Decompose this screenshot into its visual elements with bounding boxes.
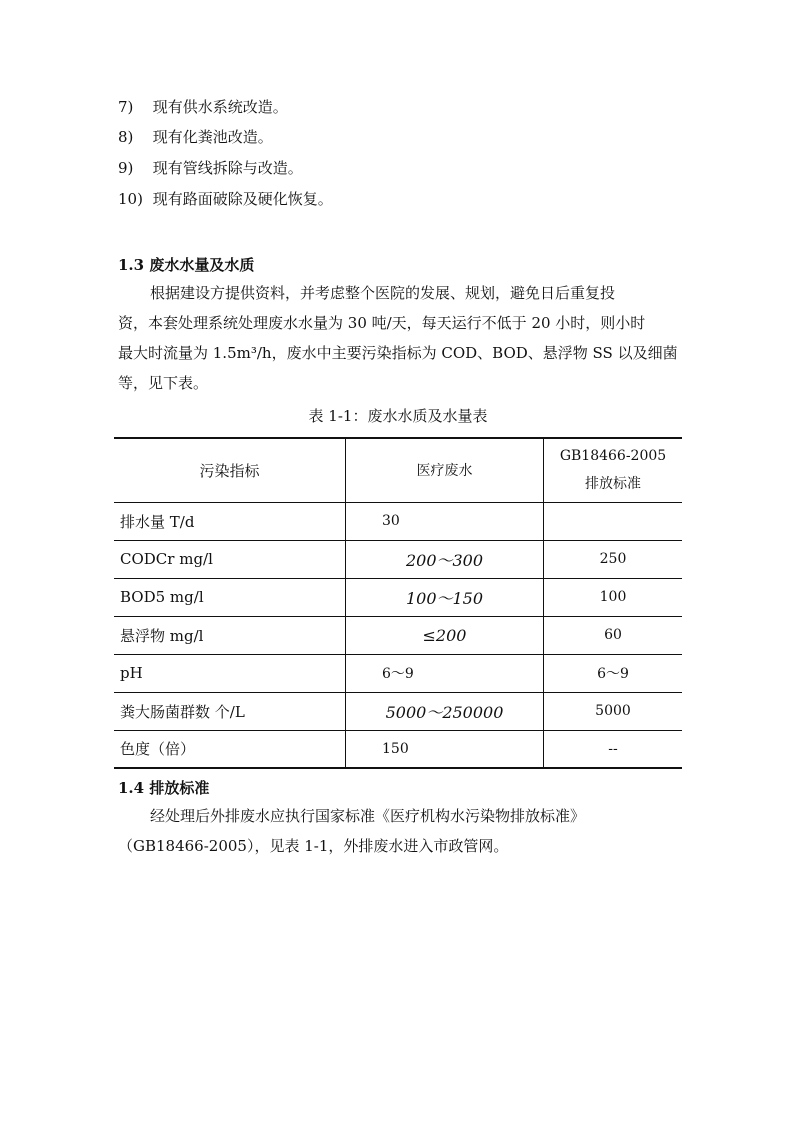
- paragraph-line: 最大时流量为 1.5m³/h，废水中主要污染指标为 COD、BOD、悬浮物 SS 以及细菌: [118, 344, 678, 362]
- section-paragraph: [118, 801, 684, 861]
- water-quality-table: [114, 437, 682, 769]
- section-paragraph: [118, 278, 684, 398]
- cell-indicator: CODCr mg/l: [114, 540, 346, 578]
- list-item-number: 10): [118, 190, 143, 208]
- paragraph-line: 根据建设方提供资料，并考虑整个医院的发展、规划，避免日后重复投: [150, 284, 616, 302]
- list-item-text: 现有供水系统改造。: [152, 98, 288, 116]
- cell-indicator: 色度（倍）: [114, 730, 346, 768]
- paragraph-line: 等，见下表。: [118, 374, 209, 392]
- table-row: [114, 692, 682, 730]
- cell-standard: [544, 502, 683, 540]
- list-item-text: 现有管线拆除与改造。: [152, 159, 303, 177]
- cell-medical: 200～300: [346, 540, 544, 578]
- cell-medical: 100～150: [346, 578, 544, 616]
- header-medical-wastewater: 医疗废水: [346, 438, 544, 502]
- paragraph-line: （GB18466-2005），见表 1-1，外排废水进入市政管网。: [118, 837, 509, 855]
- header-standard-code: GB18466-2005: [559, 448, 667, 465]
- list-item-number: 7): [118, 98, 134, 116]
- cell-medical: ≤200: [346, 616, 544, 654]
- cell-indicator: BOD5 mg/l: [114, 578, 346, 616]
- header-indicator: 污染指标: [114, 438, 346, 502]
- cell-standard: 250: [544, 540, 683, 578]
- cell-standard: 6～9: [544, 654, 683, 692]
- list-item: [118, 189, 333, 209]
- list-item-number: 8): [118, 128, 134, 146]
- cell-medical: 5000～250000: [346, 692, 544, 730]
- cell-standard: --: [544, 730, 683, 768]
- cell-standard: 100: [544, 578, 683, 616]
- table-header-row: [114, 438, 682, 502]
- cell-indicator: pH: [114, 654, 346, 692]
- cell-medical: 30: [346, 502, 544, 540]
- table-row: [114, 578, 682, 616]
- paragraph-line: 经处理后外排废水应执行国家标准《医疗机构水污染物排放标准》: [150, 807, 586, 825]
- table-row: [114, 540, 682, 578]
- section-heading: 1.4 排放标准: [118, 779, 210, 797]
- table-row: [114, 654, 682, 692]
- paragraph-line: 资，本套处理系统处理废水水量为 30 吨/天，每天运行不低于 20 小时，则小时: [118, 314, 646, 332]
- table-row: [114, 502, 682, 540]
- list-item-text: 现有路面破除及硬化恢复。: [152, 190, 333, 208]
- list-item: [118, 97, 288, 117]
- cell-medical: 6～9: [346, 654, 544, 692]
- list-item-number: 9): [118, 159, 134, 177]
- header-standard-label: 排放标准: [585, 476, 641, 493]
- table-row: [114, 616, 682, 654]
- table-caption: 表 1-1：废水水质及水量表: [308, 407, 488, 425]
- cell-indicator: 粪大肠菌群数 个/L: [114, 692, 346, 730]
- cell-medical: 150: [346, 730, 544, 768]
- cell-standard: 60: [544, 616, 683, 654]
- cell-indicator: 悬浮物 mg/l: [114, 616, 346, 654]
- section-heading: 1.3 废水水量及水质: [118, 256, 255, 274]
- header-standard: [544, 438, 683, 502]
- list-item-text: 现有化粪池改造。: [152, 128, 273, 146]
- list-item: [118, 127, 273, 147]
- cell-standard: 5000: [544, 692, 683, 730]
- list-item: [118, 158, 303, 178]
- cell-indicator: 排水量 T/d: [114, 502, 346, 540]
- table-row: [114, 730, 682, 768]
